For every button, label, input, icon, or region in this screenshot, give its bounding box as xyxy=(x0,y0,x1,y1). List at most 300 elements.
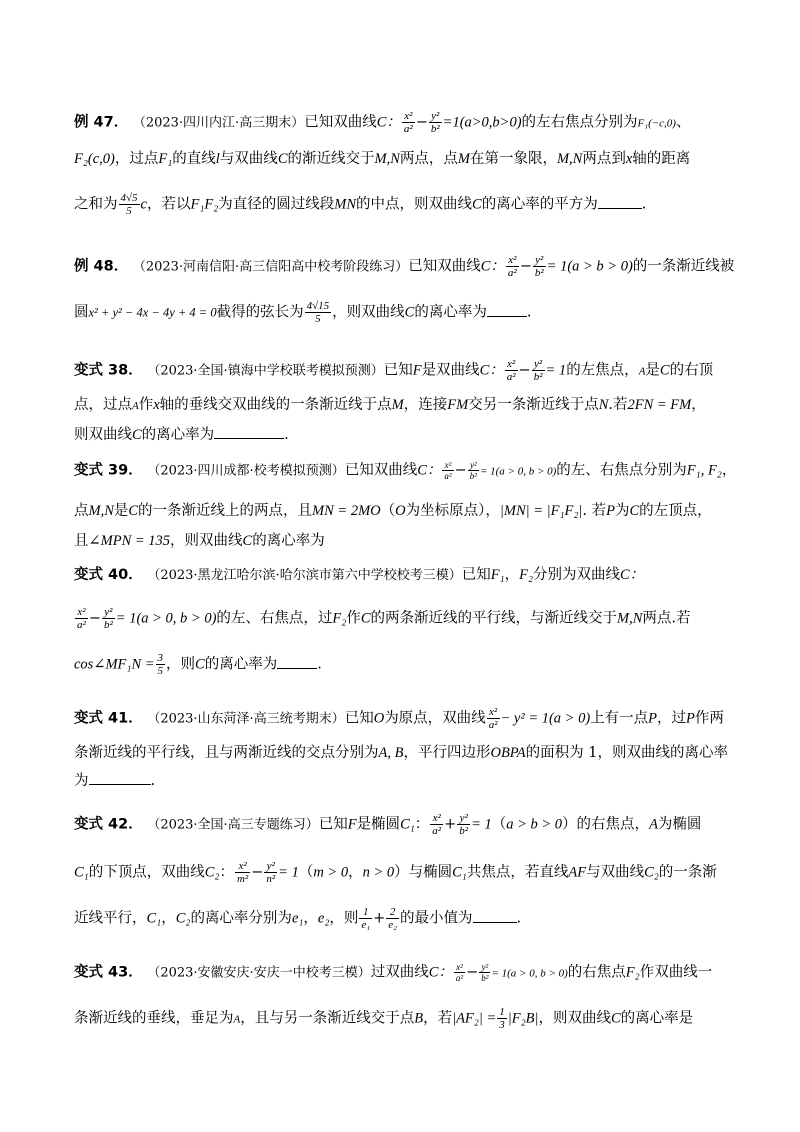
text: ， xyxy=(504,567,520,583)
frac-num: 1 xyxy=(359,906,372,919)
text: ，过 xyxy=(657,710,687,727)
fraction xyxy=(386,906,399,931)
frac-den: e₂ xyxy=(388,919,397,931)
math: − xyxy=(454,462,467,479)
fraction xyxy=(402,110,415,135)
math: O xyxy=(373,710,385,727)
variant-43-line-1 xyxy=(74,962,734,983)
math: C xyxy=(404,304,415,321)
text: 作双曲线一 xyxy=(639,964,713,981)
problem-label: 例 48． xyxy=(74,258,129,275)
problem-source: （2023·全国·高三专题练习） xyxy=(147,817,319,833)
frac-num: y² xyxy=(457,812,470,825)
text: 条渐近线的垂线，垂足为 xyxy=(74,1010,234,1027)
math: F₁, F₂ xyxy=(686,462,722,479)
problem-47-line-3 xyxy=(74,192,734,217)
fraction xyxy=(497,1006,507,1031)
text: . xyxy=(526,304,532,321)
frac-den: b² xyxy=(459,825,469,837)
text: 两点.若 xyxy=(642,610,691,627)
text: 为直径的圆过线段 xyxy=(218,196,335,213)
text: 截得的弦长为 xyxy=(216,304,304,321)
text: 的一条渐近线被 xyxy=(632,258,735,275)
fraction xyxy=(359,906,372,931)
math: C： xyxy=(376,114,401,131)
math: P xyxy=(606,503,615,519)
text: 的下顶点，双曲线 xyxy=(88,864,205,881)
math: C₂ xyxy=(175,910,191,927)
fraction xyxy=(457,812,470,837)
answer-blank[interactable] xyxy=(214,438,284,439)
problem-source: （2023·全国·镇海中学校联考模拟预测） xyxy=(147,363,384,379)
text: 分别为双曲线 xyxy=(533,567,621,583)
math: C₂ xyxy=(204,864,220,881)
text: 在第一象限， xyxy=(469,151,557,167)
math: cos∠MF₁N = xyxy=(74,656,155,673)
text: 的左右焦点分别为 xyxy=(521,114,638,131)
math: M,N xyxy=(617,610,643,627)
answer-blank[interactable] xyxy=(277,668,317,669)
math: F₁ xyxy=(490,567,505,583)
frac-den: n² xyxy=(266,873,276,885)
fraction xyxy=(442,460,453,481)
math: F₂ xyxy=(625,964,640,981)
text: 的离心率是 xyxy=(620,1010,694,1027)
text: 共焦点，若直线 xyxy=(466,864,569,881)
math: = 1(a > b > 0) xyxy=(546,258,633,275)
math: M xyxy=(391,397,404,413)
math: P xyxy=(648,710,658,727)
math: C xyxy=(128,503,139,519)
text: 条渐近线的平行线，且与两渐近线的交点分别为 xyxy=(74,745,379,761)
text: 的左、右焦点，过 xyxy=(216,610,333,627)
text: 的中点，则双曲线 xyxy=(356,196,473,213)
math: ∠MPN = 135 xyxy=(88,533,171,549)
math: F₂ xyxy=(519,567,534,583)
text: 过双曲线 xyxy=(370,964,429,981)
text: ，过点 xyxy=(114,151,159,167)
frac-num: y² xyxy=(533,254,546,267)
text: 已知双曲线 xyxy=(304,114,377,131)
math: e₂ xyxy=(317,910,330,927)
math: x xyxy=(625,151,633,167)
problem-source: （2023·四川内江·高三期末） xyxy=(132,115,305,131)
fraction xyxy=(119,192,140,217)
frac-num: 1 xyxy=(499,1006,505,1018)
math: F xyxy=(347,816,357,833)
text: 的离心率分别为 xyxy=(190,910,292,927)
variant-38-line-1 xyxy=(74,358,734,383)
problem-label: 例 47． xyxy=(74,114,129,131)
math: C₁ xyxy=(452,864,467,881)
text: ， xyxy=(691,397,706,413)
math: AF xyxy=(568,864,587,881)
text: ： xyxy=(219,864,234,881)
text: . xyxy=(150,773,156,789)
frac-num: y² xyxy=(468,460,479,471)
text: ，连接 xyxy=(403,397,448,413)
frac-num: 3 xyxy=(157,652,164,664)
math: C： xyxy=(480,258,505,275)
text: ，则 xyxy=(166,656,196,673)
math: + xyxy=(373,910,386,927)
math: a > b > 0 xyxy=(506,816,563,833)
variant-40-line-2 xyxy=(74,606,734,631)
frac-den: 5 xyxy=(126,205,132,217)
text: . xyxy=(284,427,289,443)
text: 交另一条渐近线于点 xyxy=(468,397,599,413)
math: C₁ xyxy=(400,816,415,833)
text: ，则双曲线 xyxy=(170,533,243,549)
problem-label: 变式 43． xyxy=(74,964,143,981)
frac-den: a² xyxy=(488,719,498,731)
fraction xyxy=(235,860,250,885)
math: C xyxy=(659,362,670,379)
text: 已知双曲线 xyxy=(408,258,481,275)
text: ， xyxy=(348,864,363,881)
frac-den: 5 xyxy=(157,665,164,677)
fraction xyxy=(305,300,332,325)
text: 为 xyxy=(614,503,630,519)
problem-48-line-1 xyxy=(74,254,734,279)
math: C xyxy=(610,1010,621,1027)
fraction xyxy=(533,254,546,279)
text: ，若以 xyxy=(146,196,191,213)
text: ， xyxy=(161,910,176,927)
text: 已知 xyxy=(344,710,374,727)
text: 的渐近线交于 xyxy=(287,151,375,167)
text: 为椭圆 xyxy=(657,816,702,833)
text: 的直线 xyxy=(172,151,216,167)
math: A xyxy=(132,400,139,412)
text: 的左焦点， xyxy=(566,362,639,379)
frac-num: y² xyxy=(264,860,277,873)
math: N xyxy=(598,397,609,413)
math: C xyxy=(472,196,482,213)
fraction xyxy=(505,358,518,383)
text: 且 xyxy=(74,533,89,549)
frac-num: x² xyxy=(402,110,415,123)
frac-den: b² xyxy=(469,471,477,481)
math: O xyxy=(395,503,406,519)
frac-num: 4√5 xyxy=(120,192,138,204)
text: 的左、右焦点分别为 xyxy=(556,462,687,479)
variant-40-line-1 xyxy=(74,566,734,585)
text: 作 xyxy=(346,610,361,627)
variant-42-line-2 xyxy=(74,860,734,885)
fraction xyxy=(156,652,166,677)
math: F₂(c,0) xyxy=(74,151,115,167)
math: C₂ xyxy=(644,864,659,881)
math: |MN| = |F₁F₂| xyxy=(499,503,583,519)
text: 的离心率为 xyxy=(252,533,325,549)
text: 已知双曲线 xyxy=(344,462,418,479)
text: 的离心率为 xyxy=(414,304,487,321)
text: 与双曲线 xyxy=(586,864,645,881)
problem-source: （2023·河南信阳·高三信阳高中校考阶段练习） xyxy=(132,259,409,275)
problem-label: 变式 39． xyxy=(74,462,143,479)
math: = 1 xyxy=(471,816,492,833)
text: 的一条渐 xyxy=(658,864,717,881)
math: = 1(a > 0, b > 0) xyxy=(479,465,557,478)
frac-den: a² xyxy=(77,619,86,631)
frac-num: x² xyxy=(75,606,88,619)
math: 2FN = FM xyxy=(627,397,692,413)
math: =1(a>0,b>0) xyxy=(442,114,522,131)
math: F₁F₂ xyxy=(190,196,219,213)
frac-num: x² xyxy=(487,706,500,719)
math: − xyxy=(519,258,532,275)
frac-den: a² xyxy=(455,973,464,983)
math: x² + y² − 4x − 4y + 4 = 0 xyxy=(88,305,217,320)
frac-den: a² xyxy=(444,471,452,481)
text: 的两条渐近线的平行线，与渐近线交于 xyxy=(370,610,617,627)
text: 的离心率为 xyxy=(204,656,278,673)
problem-source: （2023·黑龙江哈尔滨·哈尔滨市第六中学校校考三模） xyxy=(147,568,462,583)
variant-38-line-2 xyxy=(74,396,734,415)
variant-39-line-3 xyxy=(74,532,734,550)
text: ， xyxy=(721,462,737,479)
frac-num: x² xyxy=(454,962,465,973)
variant-42-line-1: 变式 42． （2023·全国·高三专题练习）已知F是椭圆C₁： $\frac{\text{x²}}{\text{a²}}$ + $\frac{\text{y²}}{\text{b²}}$ = 1（a > b > 0）的右焦点，A为椭圆 xyxy=(74,812,702,837)
text: 的左顶点， xyxy=(639,503,712,519)
math: F₁ xyxy=(158,151,173,167)
text: 为原点，双曲线 xyxy=(384,710,486,727)
text: 、 xyxy=(675,114,691,131)
text: ： xyxy=(414,816,430,833)
text: . xyxy=(317,656,322,673)
math: C： xyxy=(620,567,645,583)
math: F₁(−c,0) xyxy=(637,117,676,130)
frac-num: y² xyxy=(479,962,490,973)
variant-39-line-1 xyxy=(74,460,737,481)
variant-41-line-1 xyxy=(74,706,734,731)
frac-num: y² xyxy=(102,606,115,619)
frac-num: x² xyxy=(442,460,453,471)
math: x xyxy=(153,397,160,413)
fraction xyxy=(102,606,115,631)
problem-source: （2023·安徽安庆·安庆一中校考三模） xyxy=(147,965,371,981)
problem-47-line-2 xyxy=(74,150,734,168)
frac-den: b² xyxy=(481,973,489,983)
math: C： xyxy=(417,462,442,479)
text: 是椭圆 xyxy=(356,816,401,833)
frac-num: x² xyxy=(235,860,250,873)
problem-source: （2023·山东菏泽·高三统考期末） xyxy=(147,711,345,727)
text: 是 xyxy=(645,362,660,379)
variant-42-line-3 xyxy=(74,906,734,931)
math: C xyxy=(277,151,288,167)
math: n > 0 xyxy=(362,864,395,881)
frac-den: a² xyxy=(506,371,516,383)
text: （ xyxy=(298,864,314,881)
frac-den: m² xyxy=(236,873,249,885)
text: 作 xyxy=(138,397,154,413)
text: 已知 xyxy=(318,816,348,833)
math: − y² = 1(a > 0) xyxy=(500,710,591,727)
math: = 1(a > 0, b > 0) xyxy=(491,967,568,980)
math: C： xyxy=(428,964,453,981)
answer-blank[interactable] xyxy=(89,784,151,785)
fraction xyxy=(487,706,500,731)
math: P xyxy=(686,710,695,727)
text: （ xyxy=(491,816,507,833)
math: M,N xyxy=(374,151,400,167)
fraction xyxy=(454,962,465,983)
math: M,N xyxy=(88,503,114,519)
math: C xyxy=(195,656,205,673)
text: 的右焦点 xyxy=(567,964,626,981)
text: . 若 xyxy=(582,503,607,519)
fraction xyxy=(506,254,519,279)
math: = 1(a > 0, b > 0) xyxy=(115,610,217,627)
math: A, B xyxy=(378,745,404,761)
text: ，则双曲线 xyxy=(332,304,405,321)
math: C₁ xyxy=(74,864,89,881)
text: 为 xyxy=(74,773,89,789)
problem-label: 变式 40． xyxy=(74,567,143,583)
frac-den: a² xyxy=(403,123,413,135)
frac-den: a² xyxy=(507,267,517,279)
problem-48-line-2 xyxy=(74,300,734,325)
fraction xyxy=(264,860,277,885)
text: ，平行四边形 xyxy=(403,745,491,761)
text: 的离心率的平方为 xyxy=(481,196,598,213)
math: C xyxy=(360,610,371,627)
text: . xyxy=(516,910,522,927)
variant-41-line-3 xyxy=(74,772,734,790)
math: |F₂B| xyxy=(507,1010,539,1027)
math: − xyxy=(518,362,531,379)
text: .若 xyxy=(608,397,628,413)
text: ）的右焦点， xyxy=(562,816,650,833)
problem-label: 变式 41． xyxy=(74,710,143,727)
fraction xyxy=(430,812,443,837)
math: − xyxy=(251,864,264,881)
frac-num: y² xyxy=(429,110,442,123)
text: 是 xyxy=(113,503,129,519)
text: 点 xyxy=(74,503,89,519)
text: 轴的垂线交双曲线的一条渐近线于点 xyxy=(159,397,392,413)
frac-num: x² xyxy=(430,812,443,825)
text: 的面积为 1，则双曲线的离心率 xyxy=(525,745,728,761)
frac-den: 5 xyxy=(315,313,321,325)
math: C： xyxy=(479,362,504,379)
math: m > 0 xyxy=(313,864,349,881)
math: C xyxy=(242,533,253,549)
text: 为坐标原点）， xyxy=(405,503,500,519)
fraction xyxy=(532,358,545,383)
frac-num: 2 xyxy=(386,906,399,919)
text: ，且与另一条渐近线交于点 xyxy=(240,1010,415,1027)
math: FM xyxy=(447,397,469,413)
text: 已知 xyxy=(461,567,491,583)
math: C₁ xyxy=(146,910,162,927)
math: e₁ xyxy=(291,910,304,927)
text: 上有一点 xyxy=(590,710,649,727)
variant-43-line-2 xyxy=(74,1006,734,1031)
math: MN = 2MO xyxy=(312,503,381,519)
frac-den: 3 xyxy=(499,1019,505,1031)
frac-den: b² xyxy=(534,267,544,279)
math: |AF₂| = xyxy=(452,1010,497,1027)
math: OBPA xyxy=(490,745,526,761)
frac-num: x² xyxy=(505,358,518,371)
variant-38-line-3 xyxy=(74,426,734,444)
variant-41-line-2 xyxy=(74,744,734,762)
math: − xyxy=(466,964,479,981)
text: ， xyxy=(303,910,318,927)
answer-blank[interactable] xyxy=(473,922,517,923)
answer-blank[interactable] xyxy=(487,316,527,317)
frac-den: e₁ xyxy=(361,919,371,931)
frac-num: x² xyxy=(506,254,519,267)
math: A xyxy=(233,1013,241,1026)
text: 圆 xyxy=(74,304,89,321)
text: 轴的距离 xyxy=(632,151,691,167)
fraction xyxy=(479,962,490,983)
math: F xyxy=(412,362,422,379)
frac-den: a² xyxy=(432,825,442,837)
math: = 1 xyxy=(278,864,299,881)
math: C xyxy=(132,427,142,443)
text: 的一条渐近线上的两点，且 xyxy=(138,503,313,519)
math: C xyxy=(629,503,640,519)
text: 点，过点 xyxy=(74,397,132,413)
math: B xyxy=(414,1010,424,1027)
text: 的最小值为 xyxy=(400,910,473,927)
frac-den: b² xyxy=(430,123,440,135)
problem-label: 变式 38． xyxy=(74,362,143,379)
variant-39-line-2 xyxy=(74,502,734,520)
text: 的右顶 xyxy=(669,362,714,379)
text: 与双曲线 xyxy=(219,151,278,167)
problem-source: （2023·四川成都·校考模拟预测） xyxy=(147,463,345,479)
text: 是双曲线 xyxy=(421,362,480,379)
fraction xyxy=(429,110,442,135)
text: （ xyxy=(380,503,396,519)
text: 已知 xyxy=(383,362,413,379)
text: . xyxy=(641,196,647,213)
text: 两点，点 xyxy=(399,151,458,167)
math: M,N xyxy=(556,151,583,167)
math: MN xyxy=(334,196,357,213)
text: 之和为 xyxy=(74,196,118,213)
math: M xyxy=(457,151,470,167)
variant-40-line-3 xyxy=(74,652,734,677)
math: A xyxy=(649,816,658,833)
fraction xyxy=(468,460,479,481)
math: − xyxy=(88,610,101,627)
text: ）与椭圆 xyxy=(394,864,453,881)
math: F₂ xyxy=(332,610,347,627)
text: ，若 xyxy=(423,1010,453,1027)
frac-den: b² xyxy=(533,371,543,383)
math: l xyxy=(215,151,220,167)
frac-num: 4√15 xyxy=(306,300,330,312)
problem-label: 变式 42． xyxy=(74,816,143,833)
text: ，则 xyxy=(329,910,359,927)
math: c xyxy=(140,196,147,213)
frac-den: b² xyxy=(103,619,113,631)
math: − xyxy=(415,114,428,131)
text: ，则双曲线 xyxy=(538,1010,611,1027)
problem-47-line-1 xyxy=(74,110,734,135)
answer-blank[interactable] xyxy=(598,208,642,209)
text: 作两 xyxy=(694,710,724,727)
text: 则双曲线 xyxy=(74,427,132,443)
math: = 1 xyxy=(545,362,567,379)
